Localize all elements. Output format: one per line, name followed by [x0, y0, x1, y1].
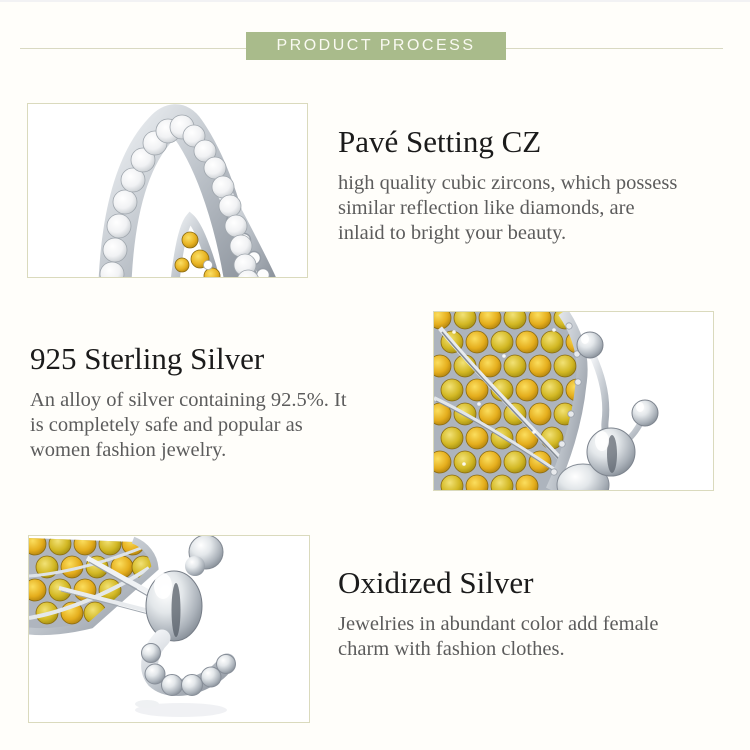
- section-925-sterling-silver: [30, 343, 347, 463]
- section-body-line: similar reflection like diamonds, are: [338, 197, 635, 219]
- product-process-title: PRODUCT PROCESS: [276, 37, 476, 54]
- section-pave-setting-cz: [338, 126, 677, 246]
- cz-wing-graphic: [28, 104, 307, 277]
- section-title: Pavé Setting CZ: [338, 124, 542, 159]
- section-body-line: high quality cubic zircons, which possess: [338, 172, 678, 194]
- oxidized-silver-body-photo: [28, 535, 310, 723]
- section-body-line: charm with fashion clothes.: [338, 638, 565, 660]
- yellow-wing-antennae-graphic: [434, 312, 713, 490]
- butterfly-body-graphic: [29, 536, 309, 722]
- section-body-line: An alloy of silver containing 92.5%. It: [30, 389, 347, 411]
- section-body-line: is completely safe and popular as: [30, 414, 303, 436]
- section-body-line: women fashion jewelry.: [30, 439, 227, 461]
- yellow-cz-wing-photo: [433, 311, 714, 491]
- section-title: 925 Sterling Silver: [30, 341, 265, 376]
- section-body-line: Jewelries in abundant color add female: [338, 613, 659, 635]
- section-oxidized-silver: [338, 567, 658, 662]
- pave-cz-photo: [27, 103, 308, 278]
- section-body-line: inlaid to bright your beauty.: [338, 222, 567, 244]
- section-title: Oxidized Silver: [338, 565, 534, 600]
- product-process-badge: [246, 32, 506, 60]
